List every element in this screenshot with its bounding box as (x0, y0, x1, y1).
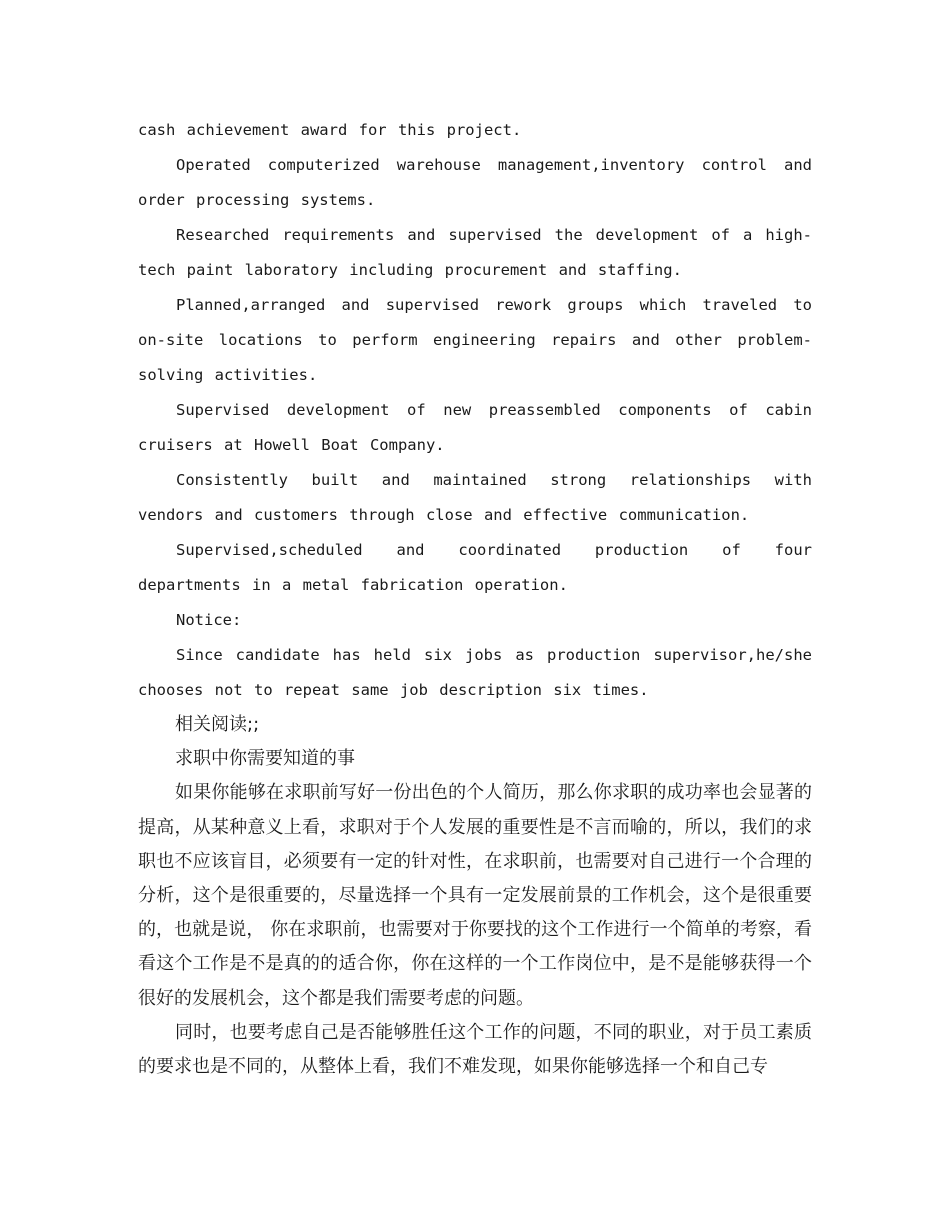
paragraph-warehouse: Operated computerized warehouse management,inventory control and order processing systems. (138, 156, 812, 209)
notice-label: Notice: (176, 611, 242, 629)
paragraph-zh-1: 如果你能够在求职前写好一份出色的个人简历，那么你求职的成功率也会显著的提高，从某种意义上看，求职对于个人发展的重要性是不言而喻的，所以，我们的求职也不应该盲目，必须要有一定的针对性，在求职前，也需要对自己进行一个合理的分析，这个是很重要的，尽量选择一个具有一定发展前景的工作机会，这个是很重要的，也就是说， 你在求职前，也需要对于你要找的这个工作进行一个简单的考察，看看这个工作是不是真的的适合你，你在这样的一个工作岗位中，是不是能够获得一个很好的发展机会，这个都是我们需要考虑的问题。 (138, 782, 812, 1009)
document-body (138, 113, 812, 1084)
paragraph-metal-fabrication: Supervised,scheduled and coordinated production of four departments in a metal fabrication operation. (138, 541, 812, 594)
section-title: 求职中你需要知道的事 (175, 748, 355, 770)
paragraph-award: cash achievement award for this project. (138, 121, 522, 139)
paragraph-cabin-cruisers: Supervised development of new preassembled components of cabin cruisers at Howell Boat Company. (138, 401, 812, 454)
paragraph-paint-lab: Researched requirements and supervised the development of a high-tech paint laboratory including procurement and staffing. (138, 226, 812, 279)
paragraph-notice-text: Since candidate has held six jobs as production supervisor,he/she chooses not to repeat same job description six times. (138, 646, 812, 699)
paragraph-relationships: Consistently built and maintained strong relationships with vendors and customers through close and effective communication. (138, 471, 812, 524)
related-reading-label: 相关阅读;; (175, 714, 260, 735)
paragraph-zh-2: 同时，也要考虑自己是否能够胜任这个工作的问题，不同的职业，对于员工素质的要求也是不同的，从整体上看，我们不难发现，如果你能够选择一个和自己专 (138, 1021, 812, 1078)
paragraph-rework-groups: Planned,arranged and supervised rework groups which traveled to on-site locations to perform engineering repairs and other problem-solving activities. (138, 296, 812, 384)
